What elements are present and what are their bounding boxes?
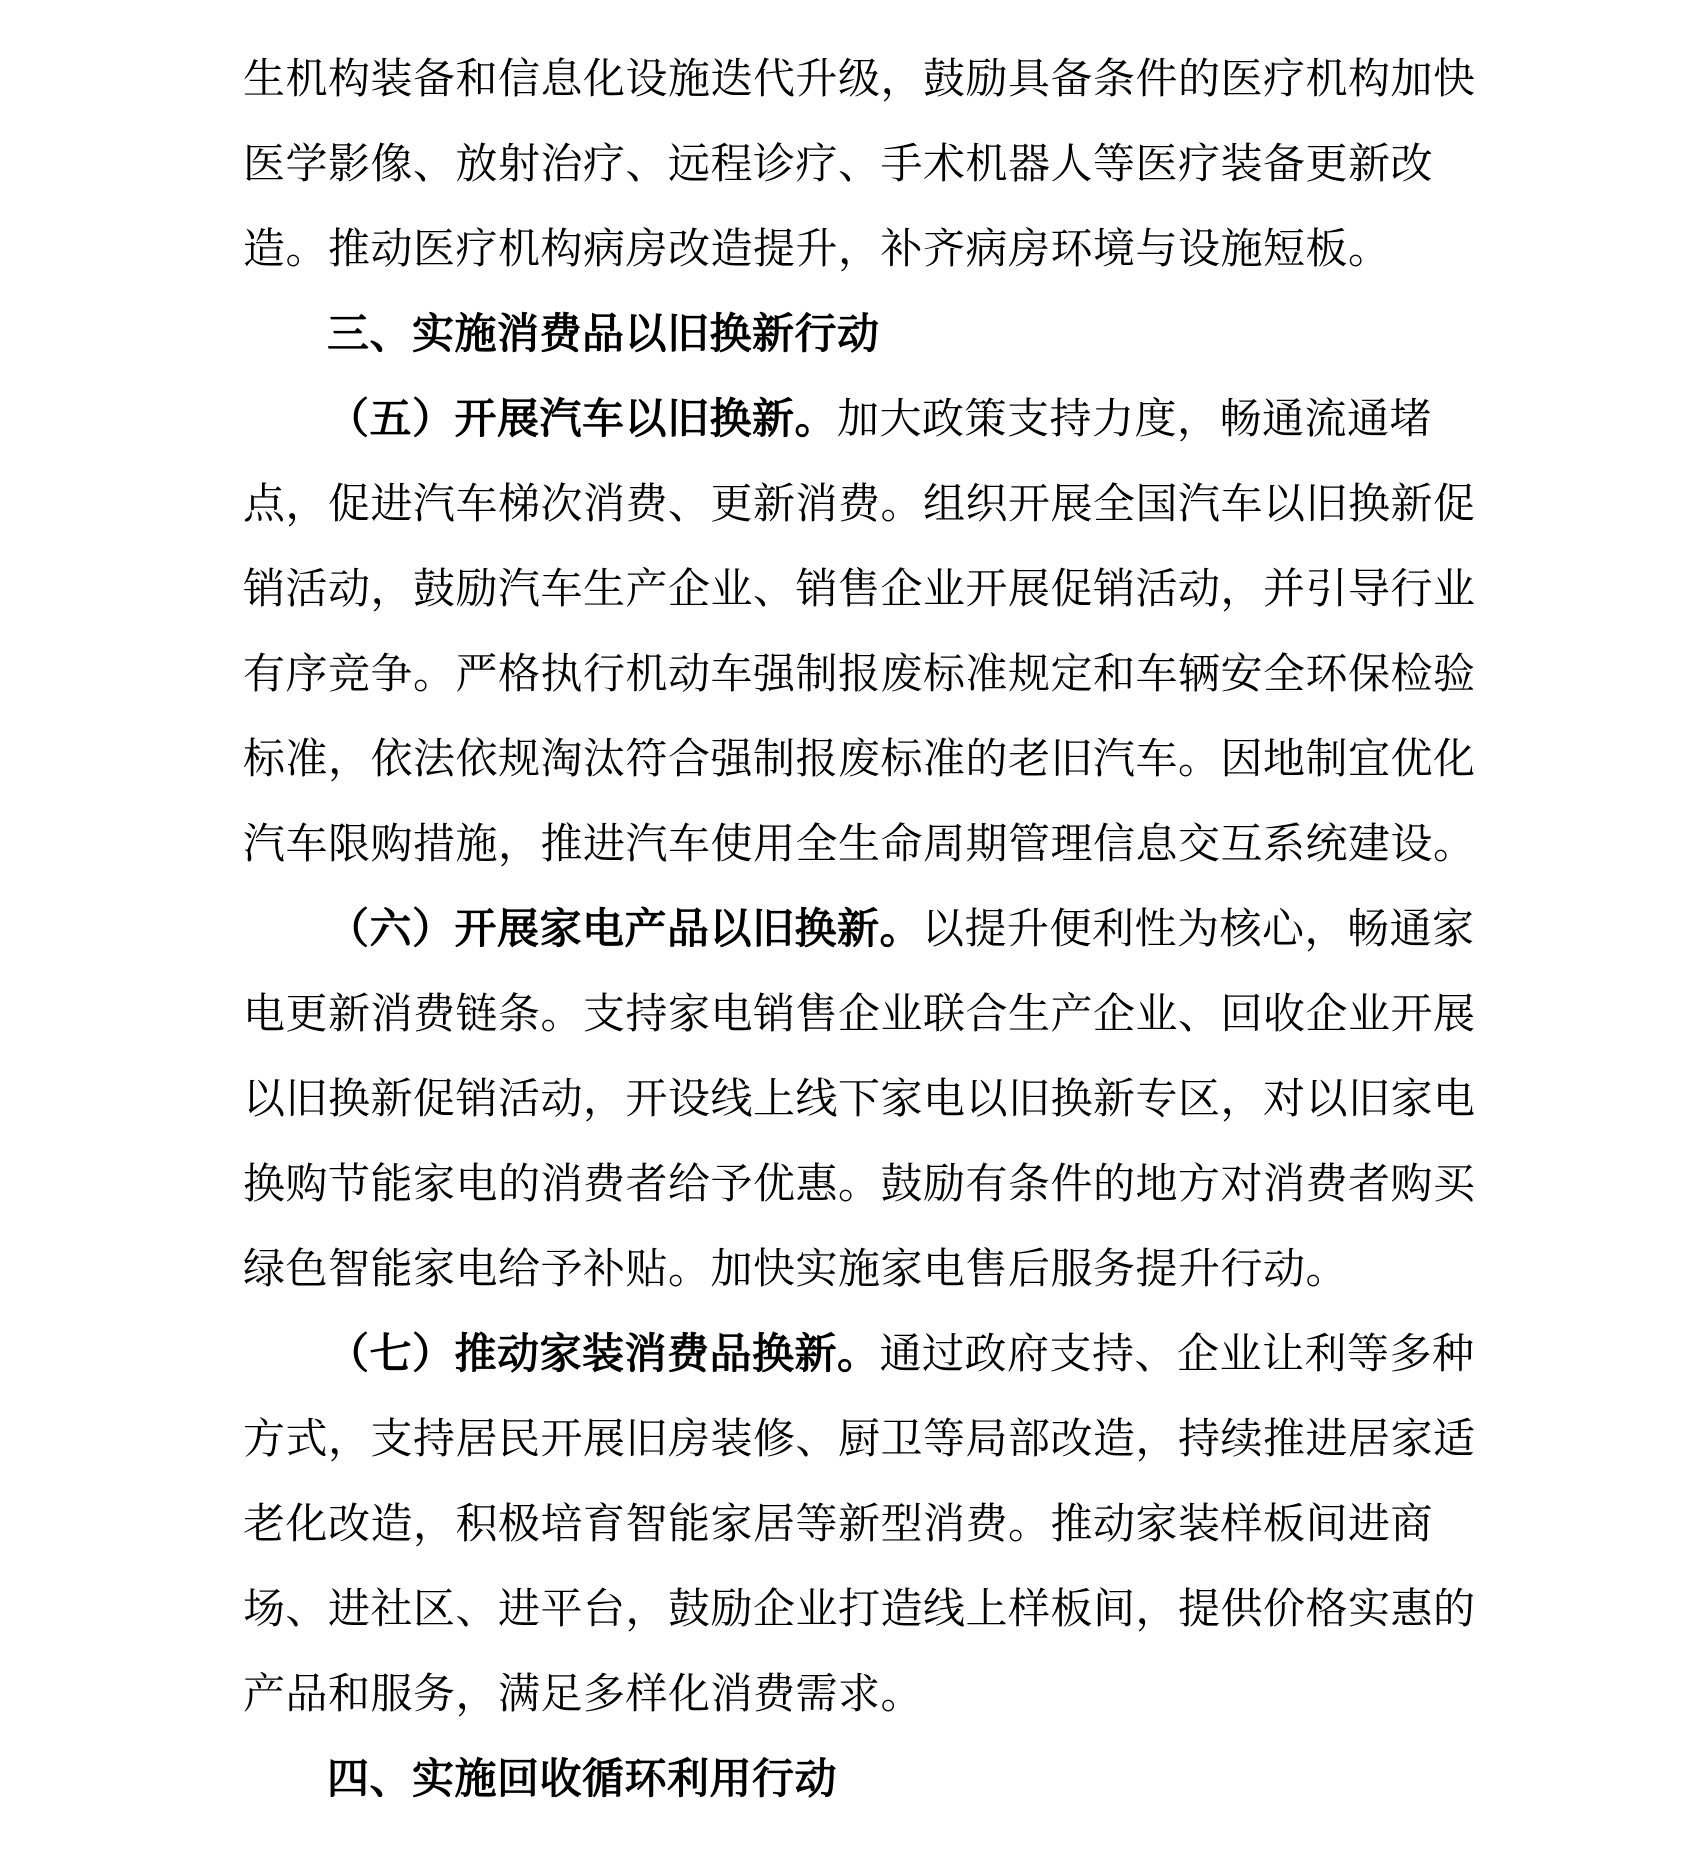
text-segment: 标准，依法依规淘汰符合强制报废标准的老旧汽车。因地制宜优化 bbox=[243, 734, 1476, 783]
text-line bbox=[243, 1396, 1503, 1481]
text-segment: 生机构装备和信息化设施迭代升级，鼓励具备条件的医疗机构加快 bbox=[243, 54, 1476, 103]
text-line bbox=[243, 971, 1503, 1056]
text-line bbox=[243, 886, 1503, 971]
text-line bbox=[243, 801, 1503, 886]
text-line bbox=[243, 1226, 1503, 1311]
text-segment: 电更新消费链条。支持家电销售企业联合生产企业、回收企业开展 bbox=[243, 989, 1476, 1038]
text-segment: 场、进社区、进平台，鼓励企业打造线上样板间，提供价格实惠的 bbox=[243, 1584, 1476, 1633]
text-segment: 有序竞争。严格执行机动车强制报废标准规定和车辆安全环保检验 bbox=[243, 649, 1476, 698]
paragraph-lead: （五）开展汽车以旧换新。 bbox=[327, 394, 838, 443]
text-line bbox=[243, 1736, 1503, 1821]
text-line bbox=[243, 36, 1503, 121]
text-segment: 绿色智能家电给予补贴。加快实施家电售后服务提升行动。 bbox=[243, 1244, 1349, 1293]
text-line bbox=[243, 1566, 1503, 1651]
text-segment: 加大政策支持力度，畅通流通堵 bbox=[837, 394, 1433, 443]
section-heading: 四、实施回收循环利用行动 bbox=[327, 1754, 838, 1803]
text-segment: 造。推动医疗机构病房改造提升，补齐病房环境与设施短板。 bbox=[243, 224, 1391, 273]
text-line bbox=[243, 121, 1503, 206]
text-line bbox=[243, 1141, 1503, 1226]
text-segment: 医学影像、放射治疗、远程诊疗、手术机器人等医疗装备更新改 bbox=[243, 139, 1434, 188]
text-segment: 以提升便利性为核心，畅通家 bbox=[922, 904, 1475, 953]
text-segment: 销活动，鼓励汽车生产企业、销售企业开展促销活动，并引导行业 bbox=[243, 564, 1476, 613]
text-line bbox=[243, 1481, 1503, 1566]
text-line bbox=[243, 291, 1503, 376]
text-line bbox=[243, 1651, 1503, 1736]
paragraph-lead: （七）推动家装消费品换新。 bbox=[327, 1329, 880, 1378]
text-segment: 点，促进汽车梯次消费、更新消费。组织开展全国汽车以旧换新促 bbox=[243, 479, 1476, 528]
text-segment: 产品和服务，满足多样化消费需求。 bbox=[243, 1669, 924, 1718]
text-line bbox=[243, 631, 1503, 716]
text-segment: 方式，支持居民开展旧房装修、厨卫等局部改造，持续推进居家适 bbox=[243, 1414, 1476, 1463]
document-body bbox=[243, 36, 1503, 1821]
text-segment: 换购节能家电的消费者给予优惠。鼓励有条件的地方对消费者购买 bbox=[243, 1159, 1476, 1208]
text-line bbox=[243, 546, 1503, 631]
text-line bbox=[243, 716, 1503, 801]
text-line bbox=[243, 1056, 1503, 1141]
text-line bbox=[243, 1311, 1503, 1396]
text-segment: 通过政府支持、企业让利等多种 bbox=[879, 1329, 1475, 1378]
text-line bbox=[243, 461, 1503, 546]
text-line bbox=[243, 206, 1503, 291]
text-line bbox=[243, 376, 1503, 461]
text-segment: 汽车限购措施，推进汽车使用全生命周期管理信息交互系统建设。 bbox=[243, 819, 1476, 868]
text-segment: 老化改造，积极培育智能家居等新型消费。推动家装样板间进商 bbox=[243, 1499, 1434, 1548]
section-heading: 三、实施消费品以旧换新行动 bbox=[327, 309, 880, 358]
text-segment: 以旧换新促销活动，开设线上线下家电以旧换新专区，对以旧家电 bbox=[243, 1074, 1476, 1123]
paragraph-lead: （六）开展家电产品以旧换新。 bbox=[327, 904, 923, 953]
